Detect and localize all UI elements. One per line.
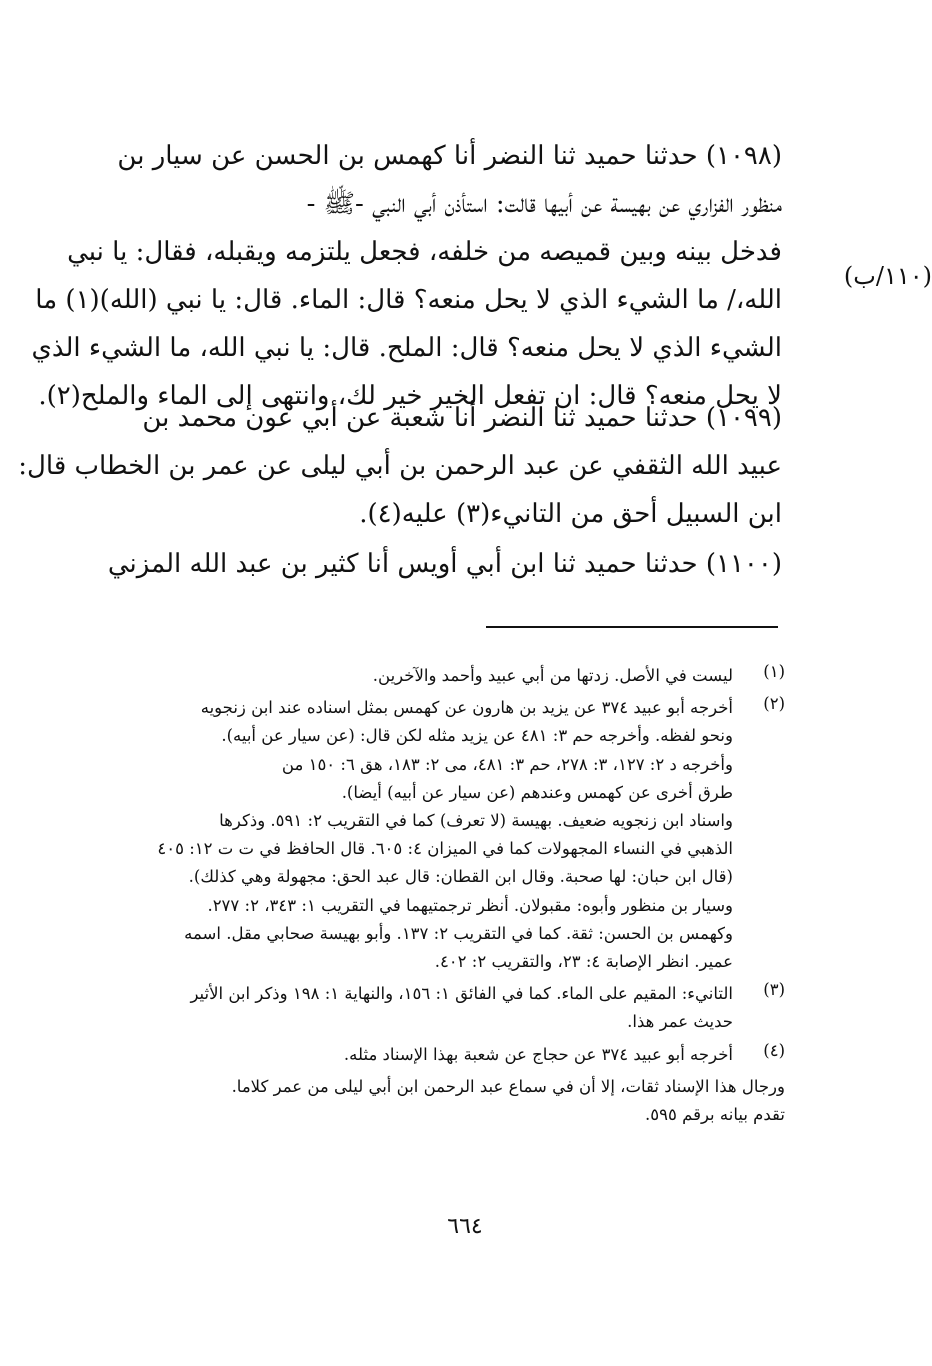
footnote-number: (٤)	[763, 1040, 785, 1060]
hadith-line: منظور الفزاري عن بهيسة عن أبيها قالت: استأذن أبي النبي -ﷺ -	[306, 189, 782, 219]
footnote-line: ونحو لفظه. وأخرجه حم ٣: ٤٨١ عن يزيد مثله لكن قال: (عن سيار عن أبيه).	[221, 726, 733, 746]
hadith-line: (١٠٩٩) حدثنا حميد ثنا النضر أنا شعبة عن أبي عون محمد بن	[142, 403, 782, 433]
footnote-line: طرق أخرى عن كهمس وعندهم (عن سيار عن أبيه) أيضا).	[341, 782, 733, 802]
footnote-line: عمير. انظر الإصابة ٤: ٢٣، والتقريب ٢: ٤٠٢.	[434, 952, 733, 972]
hadith-1100	[107, 540, 782, 588]
footnote-line: التانيء: المقيم على الماء. كما في الفائق ١: ١٥٦، والنهاية ١: ١٩٨ وذكر ابن الأثير	[190, 984, 733, 1004]
footnote-line: ليست في الأصل. زدتها من أبي عبيد وأحمد والآخرين.	[372, 666, 733, 685]
footnote-line: وكهمس بن الحسن: ثقة. كما في التقريب ٢: ١٣٧. وأبو بهيسة صحابي مقل. اسمه	[184, 923, 733, 943]
footnote-number: (٣)	[763, 980, 785, 1000]
footnote-line: تقدم بيانه برقم ٥٩٥.	[645, 1105, 785, 1125]
hadith-1099	[18, 394, 782, 538]
footnote-line: أخرجه أبو عبيد ٣٧٤ عن يزيد بن هارون عن كهمس بمثل اسناده عند ابن زنجويه	[200, 698, 733, 718]
footnote-separator	[486, 626, 778, 628]
footnote-3	[110, 980, 785, 1036]
footnote-line: الذهبي في النساء المجهولات كما في الميزان ٤: ٦٠٥. قال الحافظ في ت ت ١٢: ٤٠٥	[157, 839, 733, 859]
footnote-line: حديث عمر هذا.	[627, 1012, 733, 1032]
margin-folio-note: (١١٠/ب)	[843, 262, 932, 290]
footnote-4	[110, 1041, 785, 1069]
hadith-line: (١١٠٠) حدثنا حميد ثنا ابن أبي أويس أنا كثير بن عبد الله المزني	[107, 549, 782, 579]
hadith-line: (١٠٩٨) حدثنا حميد ثنا النضر أنا كهمس بن الحسن عن سيار بن	[117, 141, 782, 171]
footnote-number: (١)	[763, 662, 785, 681]
hadith-line: ابن السبيل أحق من التانيء(٣) عليه(٤).	[359, 499, 782, 529]
hadith-line: فدخل بينه وبين قميصه من خلفه، فجعل يلتزمه ويقبله، فقال: يا نبي	[67, 237, 782, 267]
footnote-line: وسيار بن منظور وأبوه: مقبولان. أنظر ترجمتيهما في التقريب ١: ٣٤٣، ٢: ٢٧٧.	[207, 895, 733, 915]
footnote-number: (٢)	[763, 694, 785, 714]
hadith-1098	[31, 132, 782, 420]
footnote-4-continued	[110, 1073, 785, 1129]
footnote-line: أخرجه أبو عبيد ٣٧٤ عن حجاج عن شعبة بهذا الإسناد مثله.	[343, 1044, 733, 1064]
footnotes	[110, 662, 785, 1129]
footnote-line: ورجال هذا الإسناد ثقات، إلا أن في سماع عبد الرحمن ابن أبي ليلى من عمر كلاما.	[231, 1076, 785, 1096]
footnote-line: (قال ابن حبان: لها صحبة. وقال ابن القطان: قال عبد الحق: مجهولة وهي كذلك).	[188, 867, 733, 887]
footnote-line: واسناد ابن زنجويه ضعيف. بهيسة (لا تعرف) كما في التقريب ٢: ٥٩١. وذكرها	[219, 811, 733, 831]
hadith-line: لا يحل منعه؟ قال: ان تفعل الخير خير لك، وانتهى إلى الماء والملح(٢).	[38, 381, 782, 411]
page-number: ٦٦٤	[447, 1214, 483, 1239]
hadith-line: الله،/ ما الشيء الذي لا يحل منعه؟ قال: الماء. قال: يا نبي (الله)(١) ما	[35, 285, 782, 315]
hadith-line: عبيد الله الثقفي عن عبد الرحمن بن أبي ليلى عن عمر بن الخطاب قال:	[18, 451, 782, 481]
footnote-2	[110, 694, 785, 976]
footnote-line: وأخرجه د ٢: ١٢٧، ٣: ٢٧٨، حم ٣: ٤٨١، مى ٢: ١٨٣، هق ٦: ١٥٠ من	[281, 754, 733, 774]
footnote-1	[110, 662, 785, 690]
hadith-line: الشيء الذي لا يحل منعه؟ قال: الملح. قال: يا نبي الله، ما الشيء الذي	[31, 333, 782, 363]
